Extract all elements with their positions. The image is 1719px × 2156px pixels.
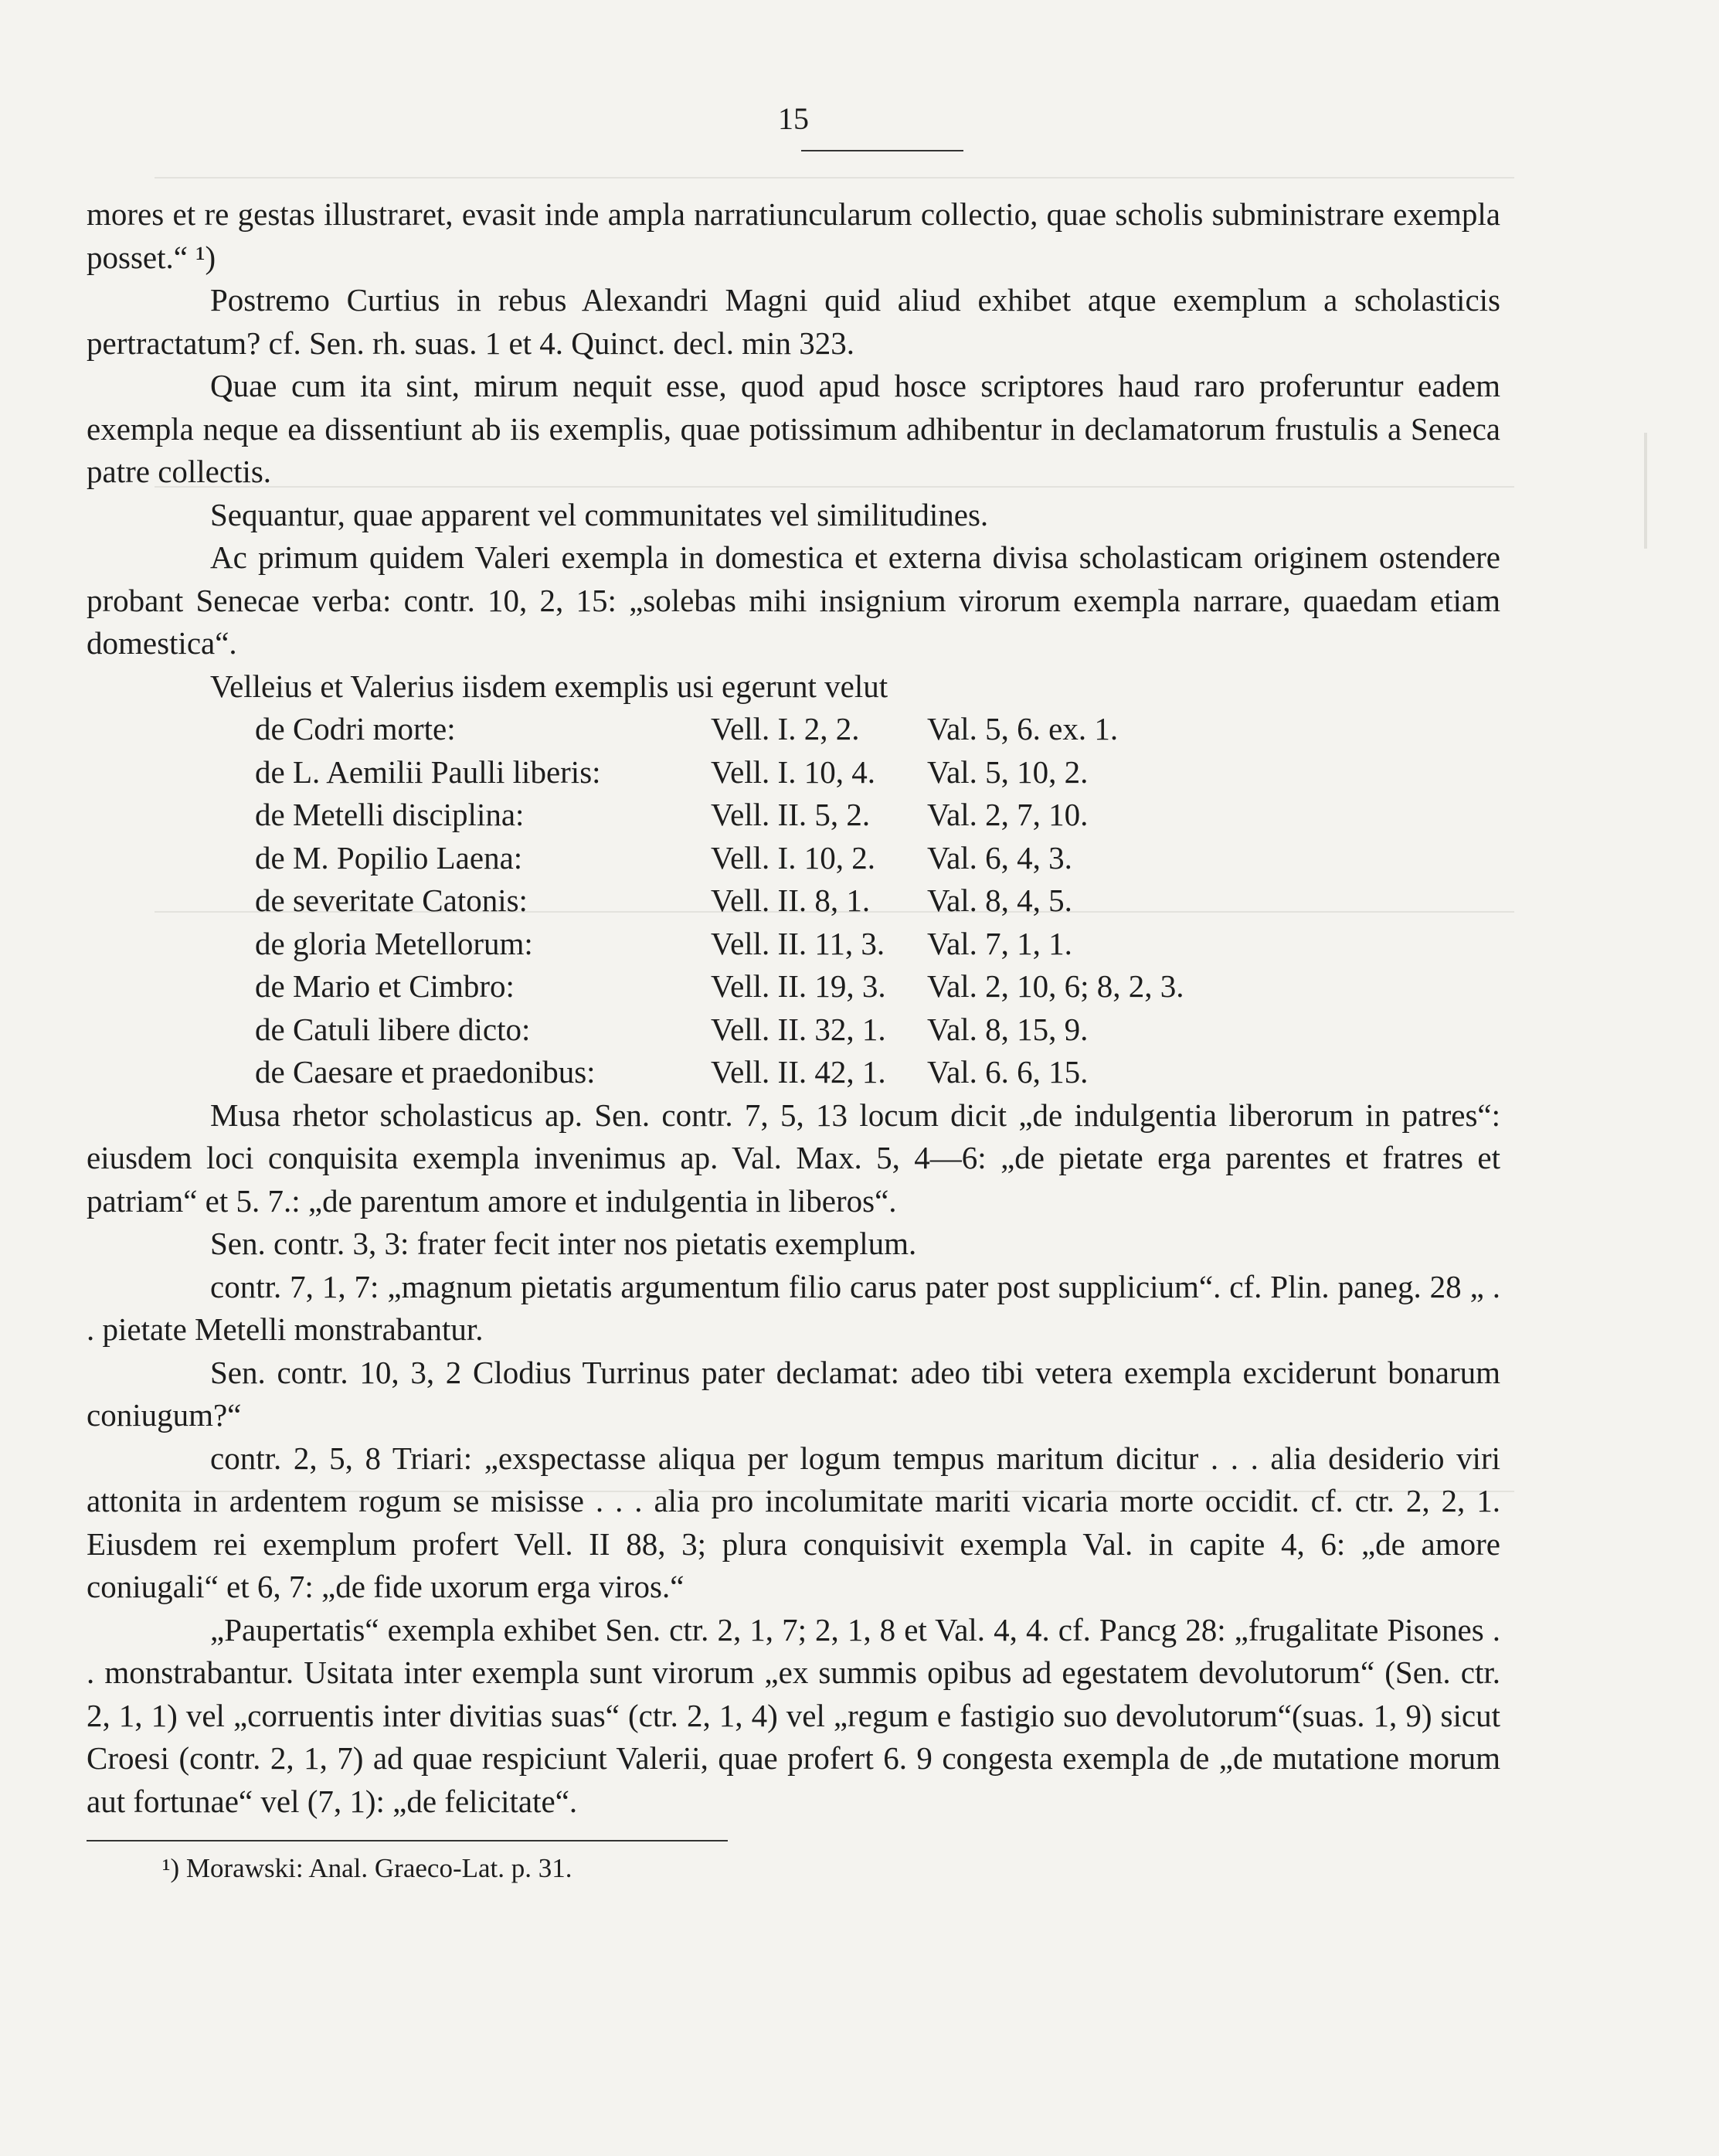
reference-row [87, 923, 1500, 966]
reference-topic: de Mario et Cimbro: [255, 968, 515, 1004]
paragraph-4: Sequantur, quae apparent vel communitates vel similitudines. [210, 496, 989, 532]
paragraph-5: Ac primum quidem Valeri exempla in domestica et externa divisa scholasticam originem ostendere probant Senecae verba: contr. 10, 2, 15: „solebas mihi insignium virorum exempla narrare, quaedam etiam domestica“. [87, 539, 1500, 661]
reference-topic: de L. Aemilii Paulli liberis: [255, 753, 601, 790]
paragraph-1: mores et re gestas illustraret, evasit inde ampla narratiuncularum collectio, quae scholis subministrare exempla posset.“ ¹) [87, 196, 1500, 275]
reference-topic: de M. Popilio Laena: [255, 839, 523, 876]
reference-topic: de Codri morte: [255, 711, 456, 746]
reference-vell: Vell. II. 42, 1. [711, 1054, 886, 1090]
reference-topic: de Catuli libere dicto: [255, 1011, 531, 1047]
paragraph-7: Musa rhetor scholasticus ap. Sen. contr. 7, 5, 13 locum dicit „de indulgentia liberorum in patres“: eiusdem loci conquisita exempla invenimus ap. Val. Max. 5, 4—6: „de pietate erga parentes et fratres et patriam“ et 5. 7.: „de parentum amore et indulgentia in liberos“. [87, 1097, 1500, 1219]
reference-val: Val. 5, 10, 2. [927, 753, 1089, 790]
reference-val: Val. 2, 10, 6; 8, 2, 3. [927, 968, 1184, 1004]
reference-val: Val. 6. 6, 15. [927, 1054, 1089, 1090]
page-body [87, 193, 1500, 1888]
reference-list [87, 708, 1500, 1094]
footnote-rule [87, 1840, 728, 1841]
reference-vell: Vell. II. 32, 1. [711, 1011, 886, 1047]
reference-vell: Vell. II. 19, 3. [711, 968, 886, 1004]
reference-vell: Vell. I. 2, 2. [711, 711, 860, 746]
reference-row [87, 965, 1500, 1008]
paragraph-8: Sen. contr. 3, 3: frater fecit inter nos pietatis exemplum. [210, 1226, 917, 1261]
paragraph-12: „Paupertatis“ exempla exhibet Sen. ctr. 2, 1, 7; 2, 1, 8 et Val. 4, 4. cf. Pancg 28: „frugalitate Pisones . . monstrabantur. Usitata inter exempla sunt virorum „ex summis opibus ad egestatem devolutorum“ (Sen. ctr. 2, 1, 1) vel „corruentis inter divitias suas“ (ctr. 2, 1, 4) vel „regum e fastigio suo devolutorum“(suas. 1, 9) sicut Croesi (contr. 2, 1, 7) ad quae respiciunt Valerii, quae profert 6. 9 congesta exempla de „de mutatione morum aut fortunae“ vel (7, 1): „de felicitate“. [87, 1611, 1500, 1819]
reference-val: Val. 7, 1, 1. [927, 925, 1072, 961]
paragraph-11: contr. 2, 5, 8 Triari: „exspectasse aliqua per logum tempus maritum dicitur . . . alia desiderio viri attonita in ardentem rogum se misisse . . . alia pro incolumitate mariti vicaria morte occidit. cf. ctr. 2, 2, 1. Eiusdem rei exemplum profert Vell. II 88, 3; plura conquisivit exempla Val. in capite 4, 6: „de amore coniugali“ et 6, 7: „de fide uxorum erga viros.“ [87, 1440, 1500, 1604]
reference-row [87, 1008, 1500, 1052]
page-number-rule [801, 150, 963, 151]
reference-row [87, 794, 1500, 837]
reference-topic: de Caesare et praedonibus: [255, 1054, 596, 1090]
paragraph-3: Quae cum ita sint, mirum nequit esse, quod apud hosce scriptores haud raro proferuntur eadem exempla neque ea dissentiunt ab iis exemplis, quae potissimum adhibentur in declamatorum frustulis a Seneca patre collectis. [87, 368, 1500, 489]
reference-vell: Vell. I. 10, 2. [711, 839, 875, 876]
reference-val: Val. 8, 15, 9. [927, 1011, 1089, 1047]
reference-vell: Vell. II. 8, 1. [711, 882, 871, 918]
reference-vell: Vell. I. 10, 4. [711, 753, 875, 790]
reference-row [87, 837, 1500, 880]
reference-vell: Vell. II. 11, 3. [711, 925, 885, 961]
reference-val: Val. 5, 6. ex. 1. [927, 711, 1119, 746]
reference-topic: de Metelli disciplina: [255, 797, 525, 832]
reference-row [87, 751, 1500, 794]
reference-val: Val. 6, 4, 3. [927, 839, 1072, 876]
reference-topic: de severitate Catonis: [255, 882, 528, 918]
reference-val: Val. 8, 4, 5. [927, 882, 1072, 918]
reference-row [87, 1051, 1500, 1094]
paragraph-2: Postremo Curtius in rebus Alexandri Magni quid aliud exhibet atque exemplum a scholasticis pertractatum? cf. Sen. rh. suas. 1 et 4. Quinct. decl. min 323. [87, 282, 1500, 361]
page-number: 15 [778, 101, 809, 136]
footnote: ¹) Morawski: Anal. Graeco-Lat. p. 31. [162, 1853, 572, 1883]
reference-topic: de gloria Metellorum: [255, 925, 533, 961]
reference-val: Val. 2, 7, 10. [927, 797, 1089, 832]
reference-row [87, 708, 1500, 751]
reference-vell: Vell. II. 5, 2. [711, 797, 871, 832]
paragraph-9: contr. 7, 1, 7: „magnum pietatis argumentum filio carus pater post supplicium“. cf. Plin. paneg. 28 „ . . pietate Metelli monstrabantur. [87, 1268, 1500, 1347]
paragraph-10: Sen. contr. 10, 3, 2 Clodius Turrinus pater declamat: adeo tibi vetera exempla exciderunt bonarum coniugum?“ [87, 1354, 1500, 1433]
paragraph-6: Velleius et Valerius iisdem exemplis usi egerunt velut [210, 668, 888, 704]
reference-row [87, 879, 1500, 923]
